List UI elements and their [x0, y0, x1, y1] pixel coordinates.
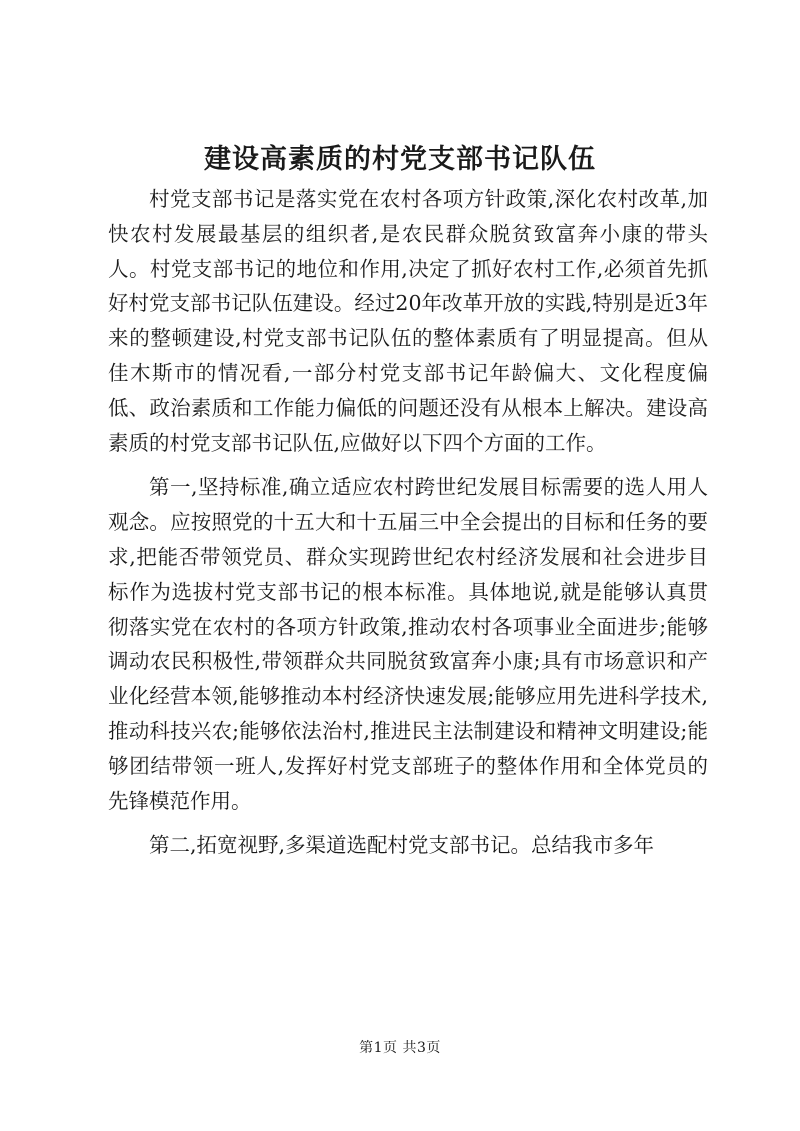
paragraph-first-point: 第一,坚持标准,确立适应农村跨世纪发展目标需要的选人用人观念。应按照党的十五大和十五届三中全会提出的目标和任务的要求,把能否带领党员、群众实现跨世纪农村经济发展和社会进步目标作为选拔村党支部书记的根本标准。具体地说,就是能够认真贯彻落实党在农村的各项方针政策,推动农村各项事业全面进步;能够调动农民积极性,带领群众共同脱贫致富奔小康;具有市场意识和产业化经营本领,能够推动本村经济快速发展;能够应用先进科学技术,推动科技兴农;能够依法治村,推进民主法制建设和精神文明建设;能够团结带领一班人,发挥好村党支部班子的整体作用和全体党员的先锋模范作用。 — [108, 475, 708, 813]
paragraph-second-point: 第二,拓宽视野,多渠道选配村党支部书记。总结我市多年 — [149, 833, 655, 858]
document-body — [108, 182, 708, 863]
paragraph-intro: 村党支部书记是落实党在农村各项方针政策,深化农村改革,加快农村发展最基层的组织者,是农民群众脱贫致富奔小康的带头人。村党支部书记的地位和作用,决定了抓好农村工作,必须首先抓好村党支部书记队伍建设。经过20年改革开放的实践,特别是近3年来的整顿建设,村党支部书记队伍的整体素质有了明显提高。但从佳木斯市的情况看,一部分村党支部书记年龄偏大、文化程度偏低、政治素质和工作能力偏低的问题还没有从根本上解决。建设高素质的村党支部书记队伍,应做好以下四个方面的工作。 — [108, 187, 708, 455]
document-title: 建设高素质的村党支部书记队伍 — [204, 144, 596, 175]
page-footer: 第1页 共3页 — [359, 1040, 441, 1056]
